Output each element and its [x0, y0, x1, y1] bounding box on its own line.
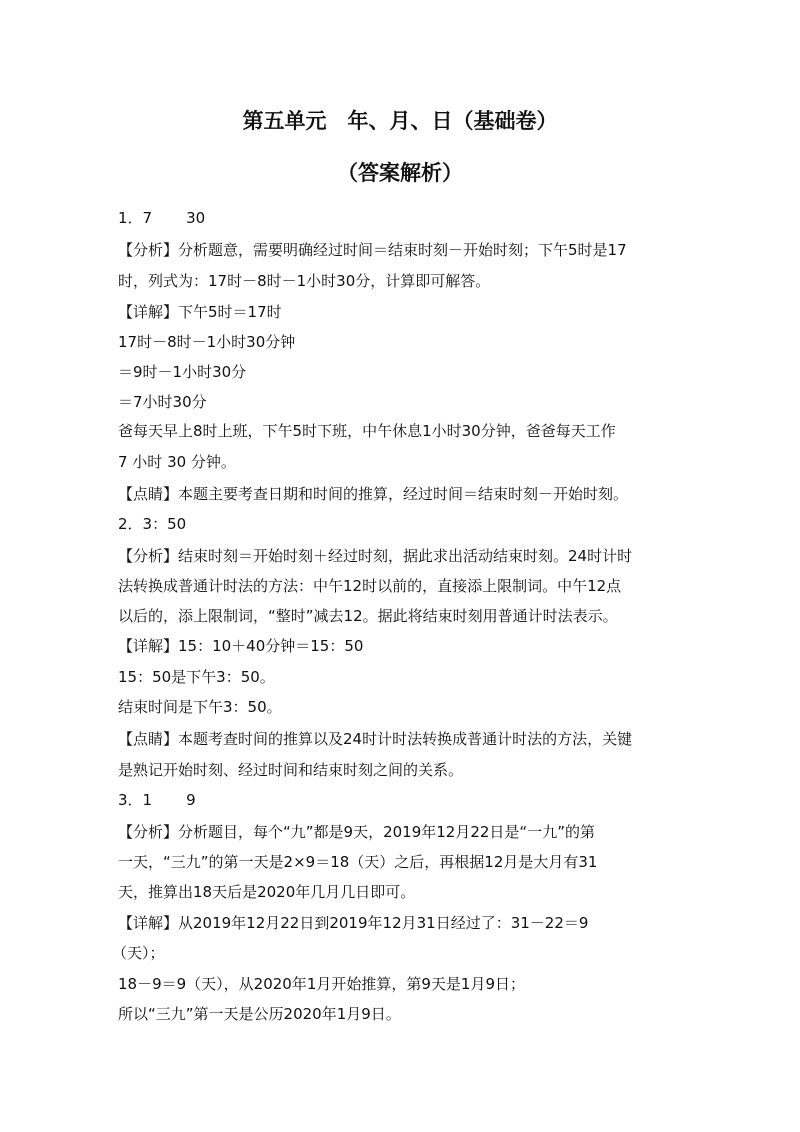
- q3-answer: [118, 790, 196, 810]
- q3-answer-2: 9: [186, 791, 196, 809]
- q3-detail-line3: 18－9＝9（天），从2020年1月开始推算，第9天是1月9日；: [118, 975, 526, 993]
- q3-analysis-line1: 【分析】分析题目，每个“九”都是9天，2019年12月22日是“一九”的第: [118, 823, 595, 841]
- q3-number: 3．1: [118, 791, 153, 809]
- q1-detail-line1: 【详解】下午5时＝17时: [118, 303, 282, 321]
- q3-detail-line4: 所以“三九”第一天是公历2020年1月9日。: [118, 1005, 401, 1023]
- q3-detail-line2: （天）；: [112, 944, 165, 962]
- page-title: 第五单元 年、月、日（基础卷）: [242, 109, 558, 133]
- q1-detail-line3: ＝9时－1小时30分: [118, 363, 247, 381]
- q2-answer: 2．3：50: [118, 515, 187, 533]
- q1-answer-2: 30: [186, 209, 206, 227]
- q1-answer: [118, 208, 205, 228]
- page-subtitle: （答案解析）: [337, 161, 463, 185]
- q2-analysis-line3: 以后的，添上限制词，“整时”减去12。据此将结束时刻用普通计时法表示。: [118, 607, 618, 625]
- q2-detail-line3: 结束时间是下午3：50。: [118, 698, 282, 716]
- q3-detail-line1: 【详解】从2019年12月22日到2019年12月31日经过了：31－22＝9: [118, 914, 589, 932]
- q3-analysis-line2: 一天，“三九”的第一天是2×9＝18（天）之后，再根据12月是大月有31: [118, 853, 598, 871]
- q1-analysis-line2: 时，列式为：17时－8时－1小时30分，计算即可解答。: [118, 272, 491, 290]
- q2-detail-line2: 15：50是下午3：50。: [118, 668, 275, 686]
- q2-detail-line1: 【详解】15：10＋40分钟＝15：50: [118, 637, 364, 655]
- q1-detail-line2: 17时－8时－1小时30分钟: [118, 333, 296, 351]
- q2-analysis-line1: 【分析】结束时刻＝开始时刻＋经过时刻，据此求出活动结束时刻。24时计时: [118, 547, 633, 565]
- q3-analysis-line3: 天，推算出18天后是2020年几月几日即可。: [118, 883, 416, 901]
- q1-detail-line5: 爸每天早上8时上班，下午5时下班，中午休息1小时30分钟，爸爸每天工作: [118, 422, 616, 440]
- q1-number: 1．7: [118, 209, 153, 227]
- q2-comment-line2: 是熟记开始时刻、经过时间和结束时刻之间的关系。: [118, 761, 464, 779]
- q2-comment-line1: 【点睛】本题考查时间的推算以及24时计时法转换成普通计时法的方法，关键: [118, 730, 633, 748]
- q1-comment: 【点睛】本题主要考查日期和时间的推算，经过时间＝结束时刻－开始时刻。: [118, 485, 629, 503]
- q2-analysis-line2: 法转换成普通计时法的方法：中午12时以前的，直接添上限制词。中午12点: [118, 577, 622, 595]
- q1-detail-line6: 7 小时 30 分钟。: [118, 453, 236, 471]
- q1-analysis-line1: 【分析】分析题意，需要明确经过时间＝结束时刻－开始时刻；下午5时是17: [118, 241, 627, 259]
- q1-detail-line4: ＝7小时30分: [118, 393, 207, 411]
